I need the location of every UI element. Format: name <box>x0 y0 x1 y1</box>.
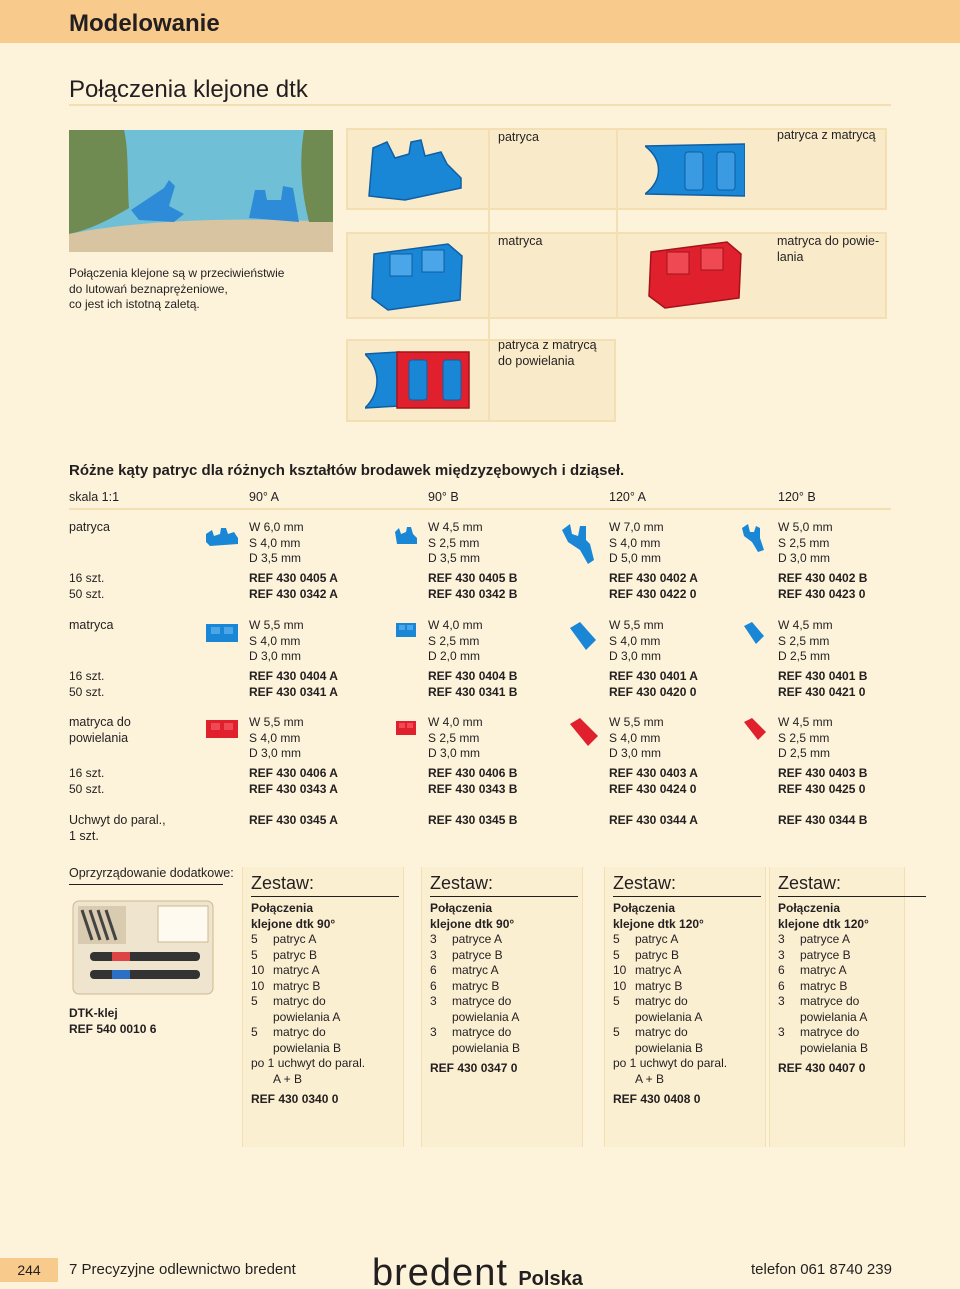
spec-line: D 3,0 mm <box>609 649 662 663</box>
table-rule <box>69 508 891 510</box>
set-item-label <box>800 1025 868 1056</box>
ref-number: REF 430 0406 B <box>428 766 518 780</box>
col-header-90b: 90° B <box>428 490 459 504</box>
set-item-text: patryce A <box>452 932 503 946</box>
spec-line: S 4,0 mm <box>249 730 301 745</box>
set-item-label <box>452 948 503 964</box>
set-name: Połączenia <box>251 901 314 915</box>
set-item <box>430 932 582 948</box>
dtk-klej-image <box>72 900 214 995</box>
set-item-label <box>635 948 679 964</box>
spec-line: D 2,5 mm <box>778 649 831 663</box>
set-item-text: patryc B <box>273 947 318 962</box>
set-item <box>251 1025 403 1056</box>
refs-matryca-90b <box>428 669 517 700</box>
set-item-qty: 5 <box>613 932 620 946</box>
set-item-qty: 6 <box>430 963 437 977</box>
set-item-qty: 3 <box>430 1025 437 1039</box>
set-item-label <box>273 994 340 1025</box>
ref-number: REF 430 0405 B <box>428 571 518 585</box>
ref-number: REF 430 0424 0 <box>609 781 697 796</box>
set-item-label <box>452 979 499 995</box>
set-item-label <box>452 963 499 979</box>
spec-powielania-120a <box>609 715 664 762</box>
set-item-text: powielania A <box>635 1009 703 1024</box>
accessories-heading: Oprzyrządowanie dodatkowe: <box>69 866 234 880</box>
ref-number: REF 430 0342 A <box>249 586 338 601</box>
spec-patryca-120a <box>609 520 664 567</box>
brand-country: Polska <box>518 1268 583 1289</box>
set-item-qty: 10 <box>613 978 627 993</box>
ref-uchwyt-90a: REF 430 0345 A <box>249 813 338 827</box>
spec-line: S 4,0 mm <box>609 633 661 648</box>
patryca-z-matryca-image <box>645 140 745 200</box>
set-box-1 <box>242 867 404 1147</box>
set-extra: po 1 uchwyt do paral. <box>613 1056 728 1070</box>
set-item <box>613 963 765 979</box>
set-item-label <box>452 994 519 1025</box>
ref-number: REF 430 0341 A <box>249 684 338 699</box>
row-qty-patryca: 16 szt. 50 szt. <box>69 571 105 601</box>
spec-line: S 2,5 mm <box>778 535 830 550</box>
set-extra: A + B <box>273 1071 303 1086</box>
col-header-120b: 120° B <box>778 490 816 504</box>
ref-uchwyt-90b: REF 430 0345 B <box>428 813 518 827</box>
icon-patryca-120a <box>560 520 598 566</box>
label-patryca: patryca <box>498 130 539 144</box>
spec-line: S 4,0 mm <box>249 633 301 648</box>
ref-number: REF 430 0343 B <box>428 781 518 796</box>
spec-powielania-90b <box>428 715 483 762</box>
set-item-text: matryce do <box>800 1025 860 1039</box>
set-item-qty: 10 <box>251 963 265 977</box>
set-item <box>430 1025 582 1056</box>
set-item-qty: 5 <box>613 1025 620 1039</box>
set-item <box>251 948 403 964</box>
set-ref: REF 430 0407 0 <box>778 1061 866 1075</box>
matryca-do-powielania-image <box>645 238 743 310</box>
spec-line: D 3,0 mm <box>249 649 302 663</box>
set-item-text: matryc do <box>635 1025 688 1039</box>
set-box-4 <box>769 867 905 1147</box>
set-item-text: patryc A <box>635 932 679 946</box>
set-item-text: powielania B <box>273 1040 342 1055</box>
set-extra: po 1 uchwyt do paral. <box>251 1056 366 1070</box>
set-item-label <box>800 994 867 1025</box>
spec-line: W 4,5 mm <box>778 715 833 729</box>
model-photo <box>69 130 333 252</box>
set-item-qty: 10 <box>251 978 265 993</box>
set-item <box>778 948 904 964</box>
set-item-text: matryc B <box>452 978 500 993</box>
set-item-qty: 6 <box>778 963 785 977</box>
set-item <box>778 1025 904 1056</box>
set-item <box>613 994 765 1025</box>
set-item <box>778 979 904 995</box>
ref-number: REF 430 0423 0 <box>778 586 866 601</box>
set-item <box>251 994 403 1025</box>
set-item <box>778 994 904 1025</box>
set-item-qty: 3 <box>430 932 437 946</box>
set-title: Zestaw: <box>778 873 842 893</box>
set-name: Połączenia <box>430 901 493 915</box>
refs-patryca-90b <box>428 571 517 602</box>
spec-powielania-120b <box>778 715 833 762</box>
icon-matryca-120a <box>568 620 598 654</box>
icon-matryca-120b <box>742 620 766 648</box>
set-item-text: matryc do <box>273 994 326 1008</box>
set-item-label <box>635 979 682 995</box>
set-item-text: matryc A <box>635 963 682 977</box>
set-item-text: matryc B <box>800 978 848 993</box>
refs-patryca-90a <box>249 571 338 602</box>
patryca-image <box>365 136 465 204</box>
spec-line: D 5,0 mm <box>609 551 662 565</box>
set-item <box>251 963 403 979</box>
spec-matryca-120a <box>609 618 664 665</box>
spec-line: D 3,0 mm <box>778 551 831 565</box>
set-item-text: patryce A <box>800 932 851 946</box>
spec-line: S 2,5 mm <box>428 633 480 648</box>
spec-line: S 2,5 mm <box>428 730 480 745</box>
spec-line: W 5,0 mm <box>778 520 833 534</box>
ref-number: REF 430 0406 A <box>249 766 338 780</box>
set-item-label <box>452 932 502 948</box>
spec-line: W 4,5 mm <box>428 520 483 534</box>
set-item-label <box>273 932 316 948</box>
ref-number: REF 430 0402 B <box>778 571 868 585</box>
set-item-text: matryce do <box>452 1025 512 1039</box>
ref-number: REF 430 0404 A <box>249 669 338 683</box>
set-item-qty: 3 <box>778 947 785 962</box>
row-label-matryca-do-powielania: matryca do powielania <box>69 715 131 745</box>
set-item-text: matryc A <box>273 963 320 977</box>
section-title: Modelowanie <box>69 10 220 37</box>
set-item <box>613 948 765 964</box>
bredent-logo <box>372 1252 583 1289</box>
set-item-text: matryce do <box>452 994 512 1008</box>
ref-number: REF 430 0404 B <box>428 669 518 683</box>
spec-line: D 3,0 mm <box>249 746 302 760</box>
scale-label: skala 1:1 <box>69 490 120 504</box>
set-item-label <box>800 979 847 995</box>
spec-line: S 2,5 mm <box>778 633 830 648</box>
set-item-text: powielania B <box>635 1040 704 1055</box>
set-item-text: powielania B <box>800 1040 869 1055</box>
spec-matryca-120b <box>778 618 833 665</box>
spec-line: W 4,5 mm <box>778 618 833 632</box>
set-item-qty: 5 <box>251 947 258 962</box>
set-body <box>422 897 582 1077</box>
icon-patryca-90a <box>204 524 240 548</box>
set-item-text: matryc B <box>273 978 321 993</box>
refs-powielania-90a <box>249 766 338 797</box>
refs-powielania-120a <box>609 766 698 797</box>
set-item-text: powielania B <box>452 1040 521 1055</box>
set-box-2 <box>421 867 583 1147</box>
ref-number: REF 430 0402 A <box>609 571 698 585</box>
ref-uchwyt-120b: REF 430 0344 B <box>778 813 868 827</box>
refs-patryca-120b <box>778 571 867 602</box>
set-item-qty: 3 <box>778 932 785 946</box>
set-ref: REF 430 0408 0 <box>613 1092 701 1106</box>
dtk-klej-name: DTK-klej <box>69 1006 118 1020</box>
page-title: Połączenia klejone dtk <box>69 76 308 103</box>
set-item <box>430 994 582 1025</box>
label-patryca-z-matryca-do-powielania: patryca z matrycą do powielania <box>498 338 597 368</box>
set-item-qty: 3 <box>778 1025 785 1039</box>
set-item-label <box>273 1025 341 1056</box>
spec-line: D 3,0 mm <box>609 746 662 760</box>
set-body <box>243 897 403 1108</box>
set-title: Zestaw: <box>430 873 494 893</box>
spec-matryca-90a <box>249 618 304 665</box>
set-name: Połączenia <box>778 901 841 915</box>
row-label-matryca: matryca <box>69 618 114 632</box>
row-qty-matryca: 16 szt. 50 szt. <box>69 669 105 699</box>
footer-phone: telefon 061 8740 239 <box>751 1261 892 1278</box>
set-item <box>778 932 904 948</box>
set-title: Zestaw: <box>613 873 677 893</box>
set-item-text: patryc B <box>635 947 680 962</box>
set-item-text: patryc A <box>273 932 317 946</box>
col-header-90a: 90° A <box>249 490 280 504</box>
set-item <box>430 948 582 964</box>
set-item <box>613 932 765 948</box>
refs-matryca-120b <box>778 669 867 700</box>
refs-matryca-90a <box>249 669 338 700</box>
set-name: Połączenia <box>613 901 676 915</box>
spec-line: S 4,0 mm <box>609 535 661 550</box>
page-number: 244 <box>0 1258 58 1282</box>
set-item-qty: 5 <box>251 932 258 946</box>
parts-divider <box>616 128 618 319</box>
spec-line: W 7,0 mm <box>609 520 664 534</box>
set-extra: A + B <box>635 1071 665 1086</box>
spec-line: D 3,0 mm <box>428 746 481 760</box>
set-item-qty: 5 <box>613 994 620 1008</box>
label-matryca-do-powielania: matryca do powie- lania <box>777 234 880 264</box>
set-title: Zestaw: <box>251 873 315 893</box>
ref-number: REF 430 0421 0 <box>778 684 866 699</box>
dtk-klej-ref: REF 540 0010 6 <box>69 1022 157 1036</box>
set-item-text: matryce do <box>800 994 860 1008</box>
spec-line: W 4,0 mm <box>428 715 483 729</box>
refs-patryca-120a <box>609 571 698 602</box>
set-item-label <box>273 963 320 979</box>
refs-powielania-90b <box>428 766 517 797</box>
set-item-text: matryc do <box>273 1025 326 1039</box>
spec-line: W 5,5 mm <box>249 618 304 632</box>
spec-line: W 5,5 mm <box>609 618 664 632</box>
patryca-z-matryca-do-powielania-image <box>365 348 470 412</box>
set-item <box>251 979 403 995</box>
set-item-text: matryc A <box>452 963 499 977</box>
set-item-text: matryc A <box>800 963 847 977</box>
set-item-label <box>273 979 320 995</box>
label-patryca-z-matryca: patryca z matrycą <box>777 128 876 142</box>
set-item-qty: 3 <box>778 994 785 1008</box>
set-item-text: powielania A <box>800 1009 868 1024</box>
set-item-text: powielania A <box>452 1009 520 1024</box>
spec-line: S 2,5 mm <box>428 535 480 550</box>
set-body <box>605 897 765 1108</box>
table-heading: Różne kąty patryc dla różnych kształtów brodawek międzyzębowych i dziąseł. <box>69 462 625 479</box>
set-name-line2: klejone dtk 120° <box>613 916 704 931</box>
spec-matryca-90b <box>428 618 483 665</box>
set-item-qty: 3 <box>430 947 437 962</box>
set-item <box>430 963 582 979</box>
ref-number: REF 430 0422 0 <box>609 586 697 601</box>
spec-line: D 3,5 mm <box>249 551 302 565</box>
icon-patryca-90b <box>393 524 419 548</box>
accessories-rule <box>69 884 223 885</box>
ref-number: REF 430 0420 0 <box>609 684 697 699</box>
set-body <box>770 897 904 1077</box>
ref-number: REF 430 0343 A <box>249 781 338 796</box>
parts-divider-2 <box>488 128 490 422</box>
ref-number: REF 430 0425 0 <box>778 781 866 796</box>
set-item <box>430 979 582 995</box>
icon-patryca-120b <box>740 522 766 554</box>
set-ref: REF 430 0340 0 <box>251 1092 339 1106</box>
spec-line: D 2,0 mm <box>428 649 481 663</box>
matryca-image <box>368 240 464 312</box>
ref-number: REF 430 0342 B <box>428 586 518 601</box>
set-item-qty: 5 <box>613 947 620 962</box>
ref-number: REF 430 0403 A <box>609 766 698 780</box>
section-header <box>0 0 960 43</box>
set-item-text: patryce B <box>800 947 851 962</box>
spec-patryca-120b <box>778 520 833 567</box>
spec-line: S 2,5 mm <box>778 730 830 745</box>
set-ref: REF 430 0347 0 <box>430 1061 518 1075</box>
intro-text: Połączenia klejone są w przeciwieństwie do lutowań beznaprężeniowe, co jest ich istotną zaletą. <box>69 266 285 311</box>
set-item-text: matryc B <box>635 978 683 993</box>
icon-matryca-90a <box>204 620 240 644</box>
set-item <box>251 932 403 948</box>
set-item-label <box>635 932 678 948</box>
set-name-line2: klejone dtk 90° <box>430 916 515 931</box>
ref-uchwyt-120a: REF 430 0344 A <box>609 813 698 827</box>
spec-line: D 2,5 mm <box>778 746 831 760</box>
row-qty-matryca-do-powielania: 16 szt. 50 szt. <box>69 766 105 796</box>
set-item-qty: 5 <box>251 994 258 1008</box>
set-item-qty: 10 <box>613 963 627 977</box>
icon-powielania-120b <box>742 716 768 744</box>
icon-powielania-120a <box>568 716 600 750</box>
icon-powielania-90b <box>394 718 418 738</box>
ref-number: REF 430 0403 B <box>778 766 868 780</box>
icon-powielania-90a <box>204 716 240 742</box>
ref-number: REF 430 0401 B <box>778 669 868 683</box>
set-item-qty: 5 <box>251 1025 258 1039</box>
set-item-qty: 3 <box>430 994 437 1008</box>
row-label-patryca: patryca <box>69 520 110 534</box>
spec-line: D 3,5 mm <box>428 551 481 565</box>
icon-matryca-90b <box>394 620 418 640</box>
spec-powielania-90a <box>249 715 304 762</box>
spec-line: W 5,5 mm <box>249 715 304 729</box>
spec-line: W 4,0 mm <box>428 618 483 632</box>
ref-number: REF 430 0341 B <box>428 684 518 699</box>
label-matryca: matryca <box>498 234 543 248</box>
set-item <box>613 1025 765 1056</box>
set-item-label <box>800 932 850 948</box>
brand-wordmark: bredent <box>372 1252 508 1289</box>
refs-matryca-120a <box>609 669 698 700</box>
spec-patryca-90b <box>428 520 483 567</box>
set-name-line2: klejone dtk 90° <box>251 916 336 931</box>
set-item-text: patryce B <box>452 947 503 962</box>
col-header-120a: 120° A <box>609 490 646 504</box>
spec-line: W 6,0 mm <box>249 520 304 534</box>
set-item <box>778 963 904 979</box>
spec-line: W 5,5 mm <box>609 715 664 729</box>
set-item-qty: 6 <box>778 978 785 993</box>
set-item-label <box>635 1025 703 1056</box>
ref-number: REF 430 0405 A <box>249 571 338 585</box>
set-item-text: powielania A <box>273 1009 341 1024</box>
spec-line: S 4,0 mm <box>609 730 661 745</box>
spec-patryca-90a <box>249 520 304 567</box>
set-item-label <box>800 948 851 964</box>
row-label-uchwyt: Uchwyt do paral., 1 szt. <box>69 813 166 843</box>
set-item <box>613 979 765 995</box>
set-item-qty: 6 <box>430 978 437 993</box>
title-rule <box>69 104 891 106</box>
set-box-3 <box>604 867 766 1147</box>
spec-line: S 4,0 mm <box>249 535 301 550</box>
set-item-label <box>800 963 847 979</box>
set-item-label <box>273 948 317 964</box>
set-item-label <box>635 994 702 1025</box>
footer-chapter: 7 Precyzyjne odlewnictwo bredent <box>69 1261 296 1278</box>
set-item-label <box>635 963 682 979</box>
refs-powielania-120b <box>778 766 867 797</box>
set-item-text: matryc do <box>635 994 688 1008</box>
set-item-label <box>452 1025 520 1056</box>
ref-number: REF 430 0401 A <box>609 669 698 683</box>
set-name-line2: klejone dtk 120° <box>778 916 869 931</box>
